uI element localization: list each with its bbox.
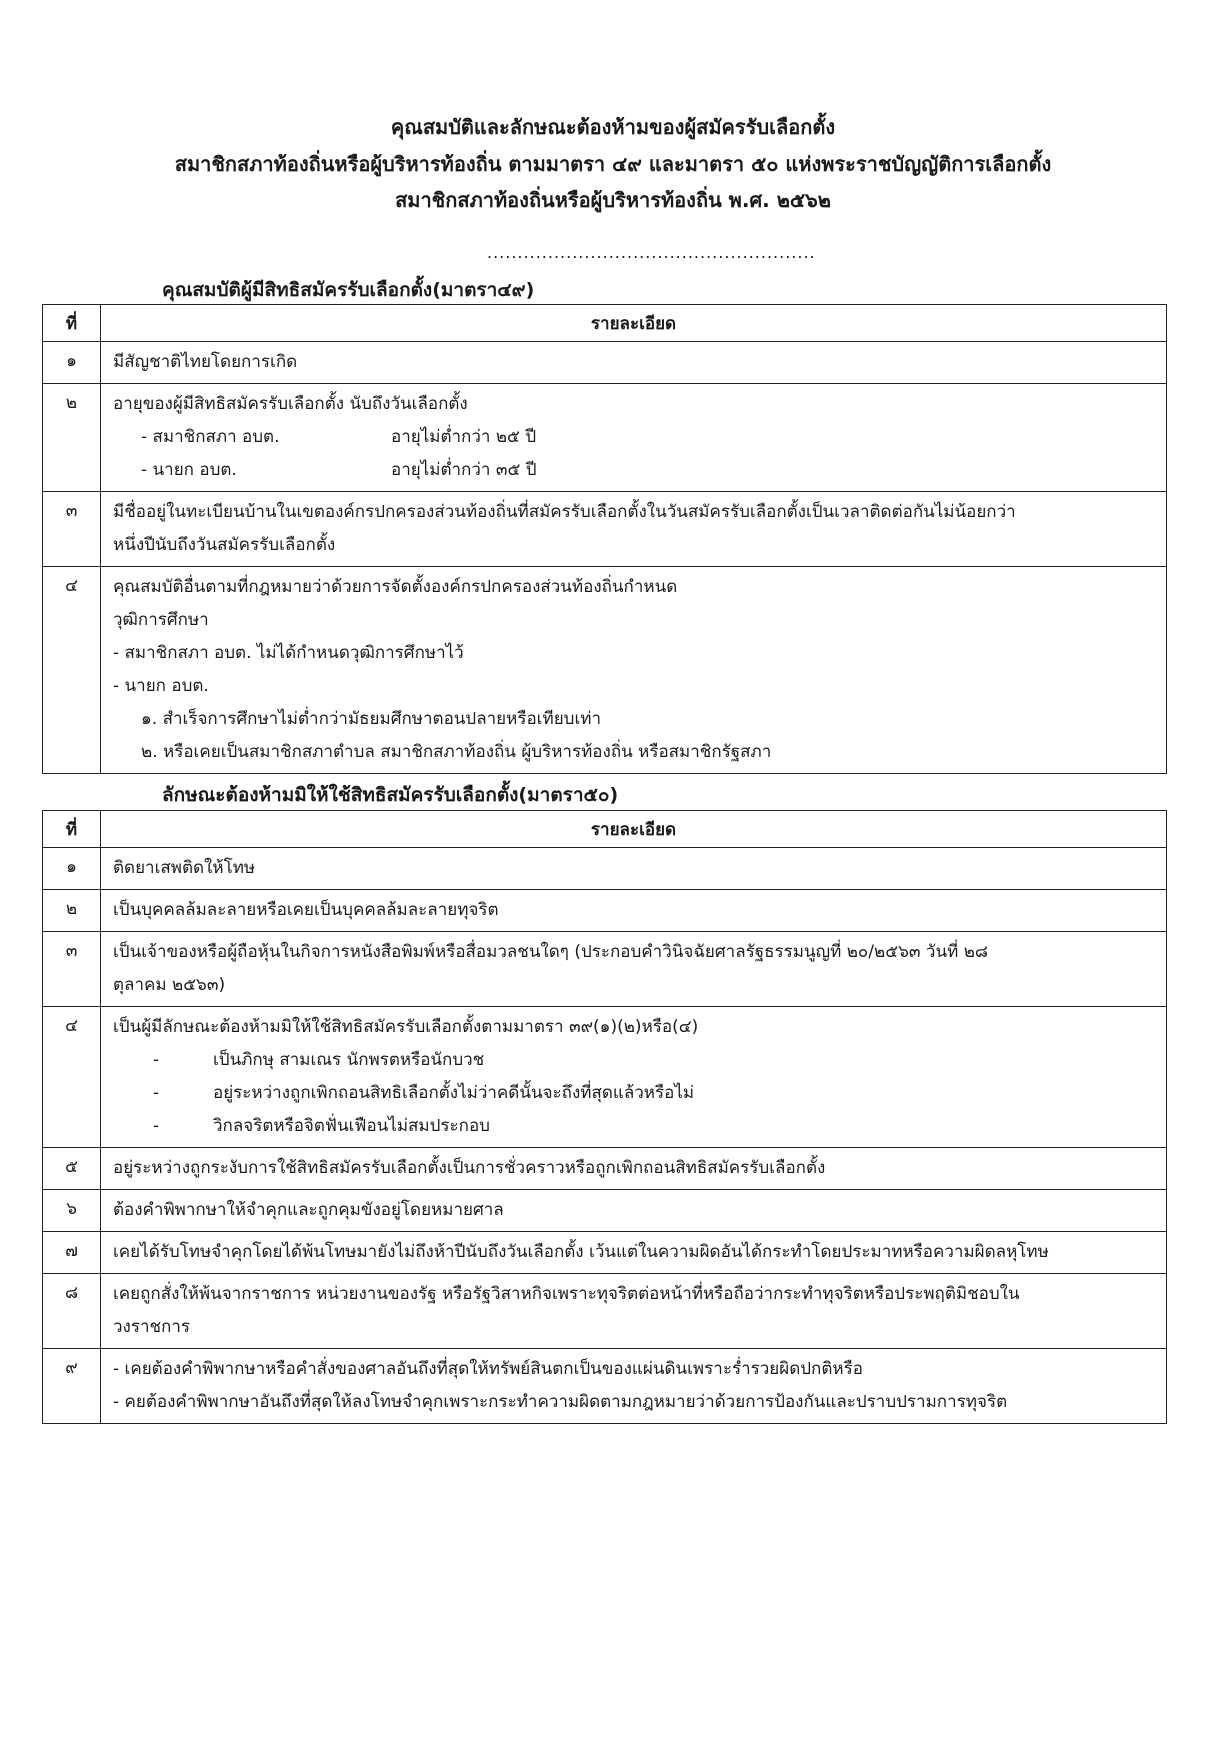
detail-line: เป็นบุคคลล้มละลายหรือเคยเป็นบุคคลล้มละลายทุจริต <box>113 900 499 920</box>
row-number: ๖ <box>43 1190 101 1232</box>
table-row <box>43 1007 1167 1148</box>
detail-line: - นายก อบต. <box>113 676 209 696</box>
detail-line: เคยถูกสั่งให้พ้นจากราชการ หน่วยงานของรัฐ หรือรัฐวิสาหกิจเพราะทุจริตต่อหน้าที่หรือถือว่ากระทำทุจริตหรือประพฤติมิชอบใน <box>113 1284 1020 1304</box>
detail-line: มีชื่ออยู่ในทะเบียนบ้านในเขตองค์กรปกครองส่วนท้องถิ่นที่สมัครรับเลือกตั้งในวันสมัครรับเลือกตั้งเป็นเวลาติดต่อกันไม่น้อยกว่า <box>113 502 1016 522</box>
row-number: ๑ <box>43 848 101 890</box>
dash-bullet: - <box>153 1083 160 1103</box>
col-detail-header: รายละเอียด <box>101 305 1167 342</box>
row-detail <box>101 342 1167 384</box>
sub-item-text: เป็นภิกษุ สามเณร นักพรตหรือนักบวช <box>213 1050 485 1070</box>
detail-line: ติดยาเสพติดให้โทษ <box>113 858 256 878</box>
row-detail <box>101 1190 1167 1232</box>
col-no-header: ที่ <box>43 811 101 848</box>
table-row <box>43 342 1167 384</box>
detail-line: อายุของผู้มีสิทธิสมัครรับเลือกตั้ง นับถึงวันเลือกตั้ง <box>113 394 468 414</box>
age-value: อายุไม่ต่ำกว่า ๒๕ ปี <box>391 427 537 447</box>
row-detail <box>101 567 1167 774</box>
row-number: ๓ <box>43 932 101 1007</box>
title-line-1: คุณสมบัติและลักษณะต้องห้ามของผู้สมัครรับเลือกตั้ง <box>390 115 836 139</box>
sub-item <box>113 1044 1156 1077</box>
row-detail <box>101 1148 1167 1190</box>
row-detail <box>101 492 1167 567</box>
detail-line: ๑. สำเร็จการศึกษาไม่ต่ำกว่ามัธยมศึกษาตอนปลายหรือเทียบเท่า <box>141 709 602 729</box>
row-number: ๔ <box>43 567 101 774</box>
detail-line: คุณสมบัติอื่นตามที่กฎหมายว่าด้วยการจัดตั้งองค์กรปกครองส่วนท้องถิ่นกำหนด <box>113 577 678 597</box>
detail-line: เป็นเจ้าของหรือผู้ถือหุ้นในกิจการหนังสือพิมพ์หรือสื่อมวลชนใดๆ (ประกอบคำวินิจฉัยศาลรัฐธรรมนูญที่ ๒๐/๒๕๖๓ วันที่ ๒๘ <box>113 942 989 962</box>
row-number: ๕ <box>43 1148 101 1190</box>
row-number: ๘ <box>43 1274 101 1349</box>
table-row <box>43 932 1167 1007</box>
row-number: ๒ <box>43 890 101 932</box>
sub-item <box>113 1110 1156 1143</box>
row-detail <box>101 848 1167 890</box>
row-number: ๓ <box>43 492 101 567</box>
col-detail-header: รายละเอียด <box>101 811 1167 848</box>
sub-item <box>113 1077 1156 1110</box>
table-header-row <box>43 811 1167 848</box>
title-line-2: สมาชิกสภาท้องถิ่นหรือผู้บริหารท้องถิ่น ตามมาตรา ๔๙ และมาตรา ๕๐ แห่งพระราชบัญญัติการเลือกตั้ง <box>174 152 1052 176</box>
detail-line: - เคยต้องคำพิพากษาหรือคำสั่งของศาลอันถึงที่สุดให้ทรัพย์สินตกเป็นของแผ่นดินเพราะร่ำรวยผิดปกติหรือ <box>113 1359 863 1379</box>
title-separator: ...................................................... <box>487 243 816 262</box>
table-row <box>43 1274 1167 1349</box>
row-number: ๗ <box>43 1232 101 1274</box>
table-row <box>43 492 1167 567</box>
row-number: ๔ <box>43 1007 101 1148</box>
title-line-3: สมาชิกสภาท้องถิ่นหรือผู้บริหารท้องถิ่น พ.ศ. ๒๕๖๒ <box>395 188 831 212</box>
age-requirement <box>113 454 1156 487</box>
row-number: ๒ <box>43 384 101 492</box>
table-row <box>43 1232 1167 1274</box>
qualifications-table <box>42 304 1167 774</box>
detail-line: - สมาชิกสภา อบต. ไม่ได้กำหนดวุฒิการศึกษาไว้ <box>113 643 464 663</box>
table-header-row <box>43 305 1167 342</box>
table-row <box>43 1190 1167 1232</box>
detail-line: มีสัญชาติไทยโดยการเกิด <box>113 352 298 372</box>
detail-line: วุฒิการศึกษา <box>113 610 209 630</box>
row-number: ๙ <box>43 1349 101 1424</box>
row-detail <box>101 384 1167 492</box>
row-detail <box>101 1274 1167 1349</box>
age-requirement <box>113 421 1156 454</box>
age-value: อายุไม่ต่ำกว่า ๓๕ ปี <box>391 460 537 480</box>
table-row <box>43 384 1167 492</box>
col-no-header: ที่ <box>43 305 101 342</box>
prohibitions-heading: ลักษณะต้องห้ามมิให้ใช้สิทธิสมัครรับเลือกตั้ง(มาตรา๕๐) <box>162 784 619 806</box>
detail-line: วงราชการ <box>113 1317 191 1337</box>
table-row <box>43 890 1167 932</box>
table-row <box>43 1349 1167 1424</box>
detail-line: - คยต้องคำพิพากษาอันถึงที่สุดให้ลงโทษจำคุกเพราะกระทำความผิดตามกฎหมายว่าด้วยการป้องกันและปราบปรามการทุจริต <box>113 1392 1008 1412</box>
sub-item-text: อยู่ระหว่างถูกเพิกถอนสิทธิเลือกตั้งไม่ว่าคดีนั้นจะถึงที่สุดแล้วหรือไม่ <box>213 1083 695 1103</box>
age-label: - สมาชิกสภา อบต. <box>141 427 280 447</box>
dash-bullet: - <box>153 1116 160 1136</box>
detail-line: ๒. หรือเคยเป็นสมาชิกสภาตำบล สมาชิกสภาท้องถิ่น ผู้บริหารท้องถิ่น หรือสมาชิกรัฐสภา <box>141 742 772 762</box>
detail-line: หนึ่งปีนับถึงวันสมัครรับเลือกตั้ง <box>113 535 336 555</box>
sub-item-text: วิกลจริตหรือจิตฟั่นเฟือนไม่สมประกอบ <box>213 1116 490 1136</box>
qualifications-heading: คุณสมบัติผู้มีสิทธิสมัครรับเลือกตั้ง(มาตรา๔๙) <box>162 279 535 301</box>
dash-bullet: - <box>153 1050 160 1070</box>
row-detail <box>101 1232 1167 1274</box>
table-row <box>43 567 1167 774</box>
row-detail <box>101 1007 1167 1148</box>
detail-line: ตุลาคม ๒๕๖๓) <box>113 975 226 995</box>
age-label: - นายก อบต. <box>141 460 237 480</box>
detail-line: เคยได้รับโทษจำคุกโดยได้พ้นโทษมายังไม่ถึงห้าปีนับถึงวันเลือกตั้ง เว้นแต่ในความผิดอันได้กระทำโดยประมาทหรือความผิดลหุโทษ <box>113 1242 1049 1262</box>
row-detail <box>101 1349 1167 1424</box>
detail-line: อยู่ระหว่างถูกระงับการใช้สิทธิสมัครรับเลือกตั้งเป็นการชั่วคราวหรือถูกเพิกถอนสิทธิสมัครรับเลือกตั้ง <box>113 1158 826 1178</box>
detail-line: ต้องคำพิพากษาให้จำคุกและถูกคุมขังอยู่โดยหมายศาล <box>113 1200 504 1220</box>
row-detail <box>101 932 1167 1007</box>
table-row <box>43 848 1167 890</box>
detail-line: เป็นผู้มีลักษณะต้องห้ามมิให้ใช้สิทธิสมัครรับเลือกตั้งตามมาตรา ๓๙(๑)(๒)หรือ(๔) <box>113 1017 699 1037</box>
row-number: ๑ <box>43 342 101 384</box>
prohibitions-table <box>42 810 1167 1424</box>
table-row <box>43 1148 1167 1190</box>
row-detail <box>101 890 1167 932</box>
